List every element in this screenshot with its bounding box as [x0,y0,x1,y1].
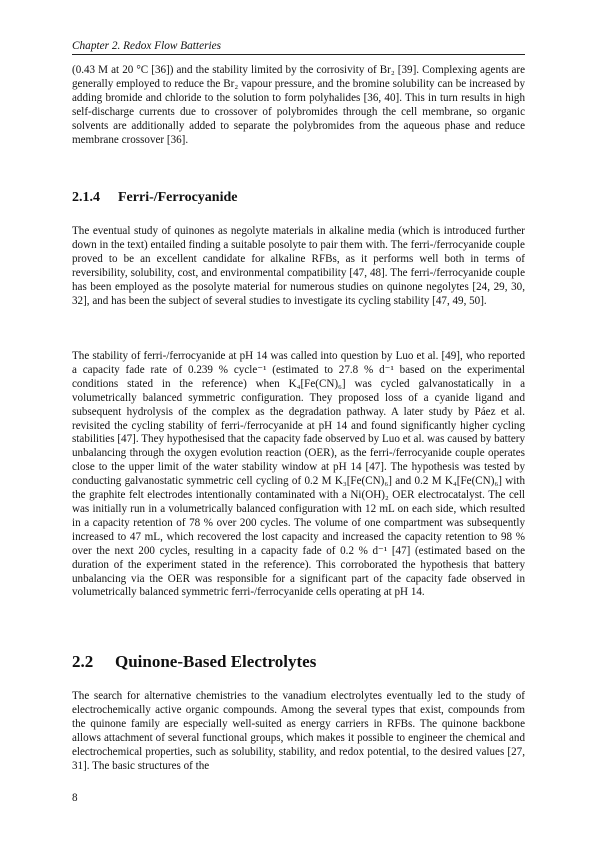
section-title: Quinone-Based Electrolytes [115,652,317,671]
intro-paragraph-block [72,64,525,147]
section-heading-2-2 [72,652,525,672]
body-paragraph: The search for alternative chemistries to the vanadium electrolytes eventually led to the study of electrochemically active organic compounds. Among the several types that exist, compounds from the quinone family are especially well-suited as energy carriers in RFBs. The quinone backbone allows attachment of several functional groups, which makes it possible to engineer the chemical and electrochemical properties, such as solubility, stability, and redox potential, to the desired values [27, 31]. The basic structures of the [72,690,525,772]
page-number: 8 [72,792,78,804]
quinone-paragraph-1-block [72,690,525,773]
section-number: 2.1.4 [72,190,100,205]
header-rule [72,54,525,55]
ferrocyanide-paragraph-2-block [72,350,525,600]
body-paragraph: The eventual study of quinones as negolyte materials in alkaline media (which is introduced further down in the text) entailed finding a suitable posolyte to pair them with. The ferri-/ferrocyanide couple proved to be an excellent candidate for alkaline RFBs, as it performs well both in terms of reversibility, solubility, cost, and environmental compatibility [47, 48]. The ferri-/ferrocyanide couple has been employed as the posolyte material for numerous studies on quinone negolytes [24, 29, 30, 32], and has been the subject of several studies to investigate its cycling stability [47, 49, 50]. [72,225,525,307]
running-head: Chapter 2. Redox Flow Batteries [72,40,222,52]
section-title: Ferri-/Ferrocyanide [118,190,238,205]
body-paragraph: The stability of ferri-/ferrocyanide at pH 14 was called into question by Luo et al. [49], who reported a capacity fade rate of 0.239 % cycle⁻¹ (estimated to 27.8 % d⁻¹ based on the experimental conditions stated in the reference) when K₄[Fe(CN)₆] was cycled galvanostatically in a volumetrically balanced symmetric configuration. They proposed loss of a cyanide ligand and subsequent hydrolysis of the complex as the degradation pathway. A later study by Páez et al. revisited the cycling stability of ferri-/ferrocyanide at pH 14 and found significantly higher cycling stabilities [47]. They hypothesised that the capacity fade observed by Luo et al. was caused by battery unbalancing through the oxygen evolution reaction (OER), as the ferri-/ferrocyanide couple operates close to the upper limit of the water stability window at pH 14 [47]. The hypothesis was tested by conducting galvanostatic symmetric cell cycling of 0.2 M K₃[Fe(CN)₆] and 0.2 M K₄[Fe(CN)₆] with the graphite felt electrodes intentionally contaminated with a Ni(OH)₂ OER electrocatalyst. The cell was initially run in a volumetrically balanced configuration with 12 mL on each side, which resulted in a capacity retention of 78 % over 200 cycles. The volume of one compartment was subsequently increased to 47 mL, which recovered the lost capacity and increased the capacity retention to 98 % over the next 200 cycles, resulting in a capacity fade of 0.2 % d⁻¹ [47] (estimated based on the duration of the experiment stated in the reference). This corroborated the hypothesis that battery unbalancing via the OER was responsible for a significant part of the capacity fade observed in volumetrically balanced symmetric ferri-/ferrocyanide cells operating at pH 14. [72,350,525,599]
ferrocyanide-paragraph-1-block [72,225,525,308]
section-heading-2-1-4 [72,190,525,206]
section-number: 2.2 [72,652,94,671]
intro-paragraph: (0.43 M at 20 °C [36]) and the stability limited by the corrosivity of Br₂ [39]. Complexing agents are generally employed to reduce the Br₂ vapour pressure, and the bromine solubility can be increased by adding bromide and chloride to the solution to form polyhalides [36, 40]. This in turn results in high self-discharge currents due to crossover of polybromides through the cell membrane, so organic solvents are additionally added to separate the polybromides from the aqueous phase and reduce membrane crossover [36]. [72,64,525,146]
